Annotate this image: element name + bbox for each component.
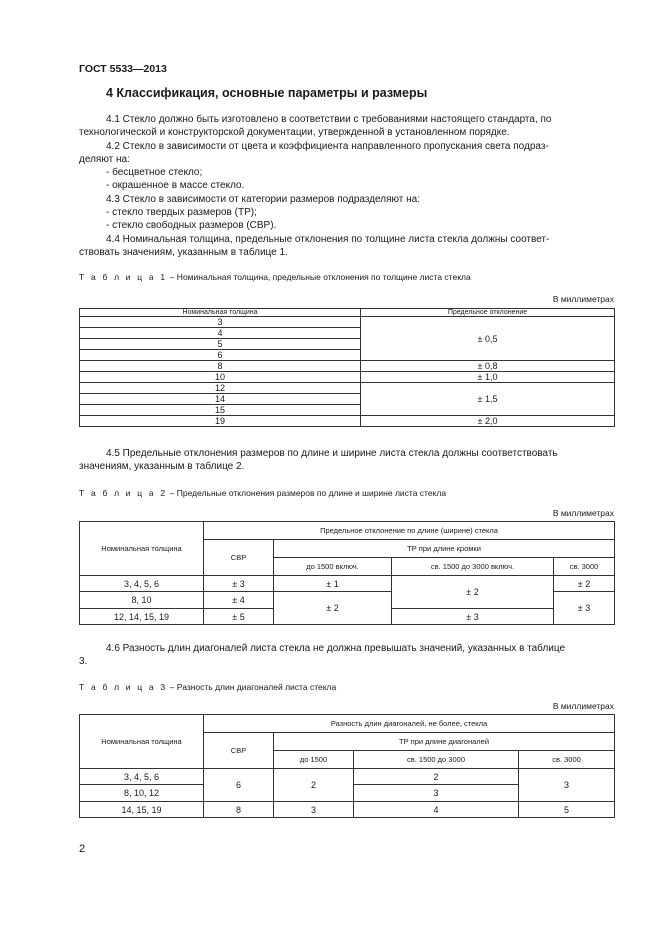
- table2-units: В миллиметрах: [552, 508, 614, 518]
- table3-cell-tr3: 5: [519, 802, 615, 818]
- table3-cell-svr: 6: [204, 769, 274, 802]
- table3-header-tr3: св. 3000: [519, 751, 615, 769]
- table1-cell-thickness: 12: [80, 383, 361, 394]
- table2-row-thickness: 3, 4, 5, 6: [80, 576, 204, 592]
- table2-header-tr1: до 1500 включ.: [274, 558, 392, 576]
- table1-cell-thickness: 8: [80, 361, 361, 372]
- table1-cell-deviation: ± 2,0: [361, 416, 615, 427]
- standard-number: ГОСТ 5533—2013: [79, 63, 167, 75]
- table2: [79, 521, 615, 625]
- table2-cell-tr1: ± 1: [274, 576, 392, 592]
- paragraph-line: - окрашенное в массе стекло.: [106, 180, 245, 192]
- paragraph-line: 4.3 Стекло в зависимости от категории размеров подразделяют на:: [106, 193, 421, 205]
- paragraph-line: 4.5 Предельные отклонения размеров по длине и ширине листа стекла должны соответствовать: [106, 448, 558, 459]
- table3-header-tr: ТР при длине диагоналей: [274, 733, 615, 751]
- table1-cell-thickness: 3: [80, 317, 361, 328]
- paragraph-line: деляют на:: [79, 153, 130, 165]
- table2-header-tr: ТР при длине кромки: [274, 540, 615, 558]
- table3-cell-tr2: 4: [354, 802, 519, 818]
- paragraph-line: значениям, указанным в таблице 2.: [79, 461, 245, 473]
- paragraph-line: - стекло твердых размеров (ТР);: [106, 207, 257, 219]
- table2-header-group: Предельное отклонение по длине (ширине) стекла: [204, 522, 615, 540]
- paragraph-line: 4.2 Стекло в зависимости от цвета и коэффициента направленного пропускания света подраз-: [106, 140, 549, 152]
- table3-units: В миллиметрах: [552, 701, 614, 711]
- table1-cell-deviation: ± 0,8: [361, 361, 615, 372]
- table3-caption: Т а б л и ц а 3 – Разность длин диагоналей листа стекла: [79, 682, 337, 692]
- paragraph-line: 4.6 Разность длин диагоналей листа стекла не должна превышать значений, указанных в таблице: [106, 643, 566, 654]
- table1-cell-deviation: ± 1,0: [361, 372, 615, 383]
- table2-header-svr: СВР: [204, 540, 274, 576]
- paragraph-line: 3.: [79, 656, 88, 668]
- paragraphs-block-a: [79, 113, 615, 259]
- table3-header-group: Разность длин диагоналей, не более, стекла: [204, 715, 615, 733]
- table1-cell-thickness: 6: [80, 350, 361, 361]
- table1-cell-thickness: 15: [80, 405, 361, 416]
- table1-caption: Т а б л и ц а 1 – Номинальная толщина, предельные отклонения по толщине листа стекла: [79, 272, 471, 282]
- page-number: 2: [79, 843, 86, 855]
- table3-header-svr: СВР: [204, 733, 274, 769]
- table2-cell-tr1: ± 2: [274, 592, 392, 625]
- table2-header-thickness: Номинальная толщина: [80, 522, 204, 576]
- table3-row-thickness: 14, 15, 19: [80, 802, 204, 818]
- table1-cell-thickness: 10: [80, 372, 361, 383]
- table3-cell-tr1: 3: [274, 802, 354, 818]
- table2-header-tr3: св. 3000: [554, 558, 615, 576]
- table3-cell-tr2: 2: [354, 769, 519, 785]
- paragraphs-block-c: [79, 642, 615, 669]
- table1-units: В миллиметрах: [552, 294, 614, 304]
- table2-cell-svr: ± 4: [204, 592, 274, 609]
- table3-header-tr1: до 1500: [274, 751, 354, 769]
- table3-header-tr2: св. 1500 до 3000: [354, 751, 519, 769]
- paragraph-line: ствовать значениям, указанным в таблице 1.: [79, 246, 288, 258]
- table2-header-tr2: св. 1500 до 3000 включ.: [392, 558, 554, 576]
- table2-caption: Т а б л и ц а 2 – Предельные отклонения размеров по длине и ширине листа стекла: [79, 488, 447, 498]
- table1-cell-thickness: 5: [80, 339, 361, 350]
- table2-cell-tr2: ± 2: [392, 576, 554, 609]
- paragraph-line: технологической и конструкторской документации, утвержденной в установленном порядке.: [79, 127, 510, 139]
- table2-row-thickness: 12, 14, 15, 19: [80, 609, 204, 625]
- table2-cell-svr: ± 5: [204, 609, 274, 625]
- table3-cell-tr1: 2: [274, 769, 354, 802]
- table1-header-deviation: Предельное отклонение: [361, 309, 615, 317]
- table2-row-thickness: 8, 10: [80, 592, 204, 609]
- section-title: 4 Классификация, основные параметры и размеры: [106, 86, 428, 100]
- table1-header-thickness: Номинальная толщина: [80, 309, 361, 317]
- table1: [79, 308, 615, 427]
- table3-cell-tr2: 3: [354, 785, 519, 802]
- table1-cell-thickness: 4: [80, 328, 361, 339]
- table2-cell-tr2: ± 3: [392, 609, 554, 625]
- table1-cell-thickness: 19: [80, 416, 361, 427]
- table1-cell-deviation: ± 1,5: [361, 383, 615, 416]
- table3: [79, 714, 615, 818]
- paragraph-line: - бесцветное стекло;: [106, 167, 203, 179]
- table2-cell-tr3: ± 2: [554, 576, 615, 592]
- table3-cell-svr: 8: [204, 802, 274, 818]
- table3-row-thickness: 3, 4, 5, 6: [80, 769, 204, 785]
- table3-row-thickness: 8, 10, 12: [80, 785, 204, 802]
- table1-cell-thickness: 14: [80, 394, 361, 405]
- table2-cell-svr: ± 3: [204, 576, 274, 592]
- paragraph-line: 4.4 Номинальная толщина, предельные отклонения по толщине листа стекла должны соответ-: [106, 233, 550, 245]
- table2-cell-tr3: ± 3: [554, 592, 615, 625]
- table3-header-thickness: Номинальная толщина: [80, 715, 204, 769]
- table1-cell-deviation: ± 0,5: [361, 317, 615, 361]
- paragraph-line: - стекло свободных размеров (СВР).: [106, 220, 277, 232]
- paragraphs-block-b: [79, 447, 615, 474]
- table3-cell-tr3: 3: [519, 769, 615, 802]
- paragraph-line: 4.1 Стекло должно быть изготовлено в соответствии с требованиями настоящего стандарта, по: [106, 114, 552, 125]
